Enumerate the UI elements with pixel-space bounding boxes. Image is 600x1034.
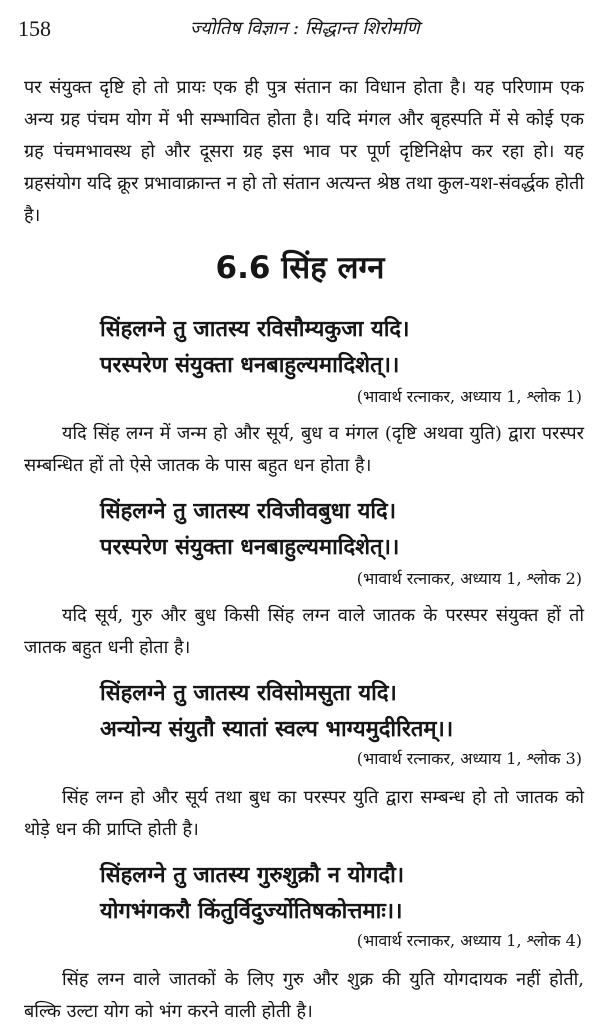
verse-line: परस्परेण संयुक्ता धनबाहुल्यमादिशेत्।। <box>100 353 400 378</box>
verse-line: अन्योन्य संयुतौ स्यातां स्वल्प भाग्यमुदीरितम्।। <box>100 717 454 742</box>
page-header <box>18 16 582 50</box>
verse-citation: (भावार्थ रत्नाकर, अध्याय 1, श्लोक 2) <box>356 569 582 588</box>
intro-paragraph: पर संयुक्त दृष्टि हो तो प्रायः एक ही पुत्र संतान का विधान होता है। यह परिणाम एक अन्य ग्रह पंचम योग में भी सम्भावित होता है। यदि मंगल और बृहस्पति में से कोई एक ग्रह पंचमभावस्थ हो और दूसरा ग्रह इस भाव पर पूर्ण दृष्टिनिक्षेप कर रहा हो। यह ग्रहसंयोग यदि क्रूर प्रभावाक्रान्त न हो तो संतान अत्यन्त श्रेष्ठ तथा कुल-यश-संवर्द्धक होती है। <box>24 77 584 226</box>
verse-explanation: यदि सिंह लग्न में जन्म हो और सूर्य, बुध व मंगल (दृष्टि अथवा युति) द्वारा परस्पर सम्बन्धित हों तो ऐसे जातक के पास बहुत धन होता है। <box>24 423 584 476</box>
verse-line: सिंहलग्ने तु जातस्य गुरुशुक्रौ न योगदौ। <box>100 863 405 888</box>
page-number: 158 <box>18 16 51 41</box>
verse-citation: (भावार्थ रत्नाकर, अध्याय 1, श्लोक 1) <box>356 387 582 406</box>
verse-citation: (भावार्थ रत्नाकर, अध्याय 1, श्लोक 4) <box>356 931 582 950</box>
verse-explanation: सिंह लग्न हो और सूर्य तथा बुध का परस्पर युति द्वारा सम्बन्ध हो तो जातक को थोड़े धन की प्राप्ति होती है। <box>24 787 584 840</box>
verse-citation: (भावार्थ रत्नाकर, अध्याय 1, श्लोक 3) <box>356 749 582 768</box>
verse-block <box>100 676 580 748</box>
verse-line: परस्परेण संयुक्ता धनबाहुल्यमादिशेत्।। <box>100 535 400 560</box>
verse-line: योगभंगकरौ किंतुर्विदुर्ज्योतिषकोत्तमाः।। <box>100 899 403 924</box>
verse-line: सिंहलग्ने तु जातस्य रविसोमसुता यदि। <box>100 681 397 706</box>
verse-block <box>100 858 580 930</box>
section-heading: 6.6 सिंह लग्न <box>215 250 385 286</box>
verse-block <box>100 494 580 566</box>
verse-explanation: सिंह लग्न वाले जातकों के लिए गुरु और शुक्र की युति योगदायक नहीं होती, बल्कि उल्टा योग को भंग करने वाली होती है। <box>24 969 584 1022</box>
verse-line: सिंहलग्ने तु जातस्य रविजीवबुधा यदि। <box>100 499 397 524</box>
verse-block <box>100 312 580 384</box>
verse-explanation: यदि सूर्य, गुरु और बुध किसी सिंह लग्न वाले जातक के परस्पर संयुक्त हों तो जातक बहुत धनी होता है। <box>24 605 584 658</box>
running-title: ज्योतिष विज्ञान : सिद्धान्त शिरोमणि <box>190 18 420 39</box>
verse-line: सिंहलग्ने तु जातस्य रविसौम्यकुजा यदि। <box>100 317 410 342</box>
